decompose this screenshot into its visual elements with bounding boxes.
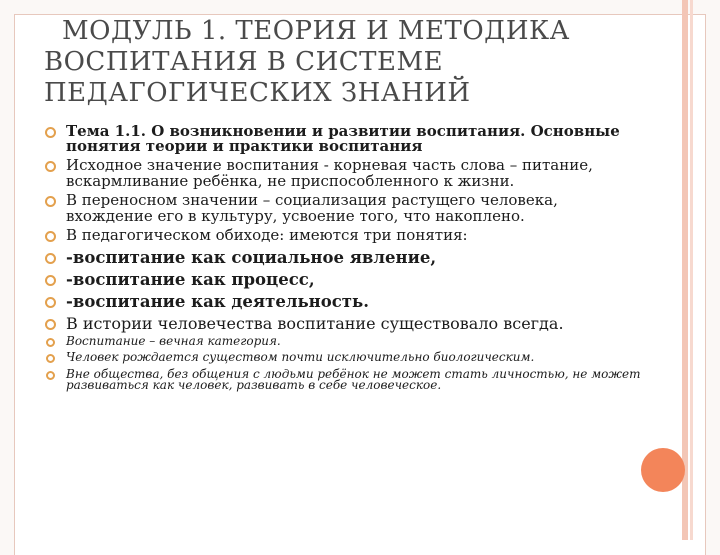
bullet-circle-icon <box>45 319 56 330</box>
bullet-circle-icon <box>45 297 56 308</box>
list-item: Воспитание – вечная категория. <box>42 336 642 348</box>
title-line-1: МОДУЛЬ 1. ТЕОРИЯ И МЕТОДИКА <box>62 16 570 46</box>
bullet-list <box>42 124 642 397</box>
bullet-circle-icon <box>46 371 55 380</box>
decorative-bar <box>682 0 688 540</box>
slide-title <box>44 16 664 109</box>
list-item: В истории человечества воспитание существовало всегда. <box>42 314 642 333</box>
bullet-circle-icon <box>46 338 55 347</box>
list-item: Тема 1.1. О возникновении и развитии воспитания. Основные понятия теории и практики воспитания <box>42 124 642 154</box>
decorative-bar-light <box>690 0 693 540</box>
bullet-circle-icon <box>45 275 56 286</box>
list-item: -воспитание как социальное явление, <box>42 248 642 267</box>
bullet-circle-icon <box>45 161 56 172</box>
bullet-circle-icon <box>45 253 56 264</box>
list-item: Исходное значение воспитания - корневая часть слова – питание, вскармливание ребёнка, не приспособленного к жизни. <box>42 158 642 189</box>
list-item: -воспитание как процесс, <box>42 270 642 289</box>
title-line-3: ПЕДАГОГИЧЕСКИХ ЗНАНИЙ <box>44 78 471 108</box>
bullet-circle-icon <box>46 354 55 363</box>
list-item: Вне общества, без общения с людьми ребёнок не может стать личностью, не может развиваться как человек, развивать в себе человеческое. <box>42 369 642 392</box>
title-line-2: ВОСПИТАНИЯ В СИСТЕМЕ <box>44 47 444 77</box>
bullet-circle-icon <box>45 127 56 138</box>
bullet-circle-icon <box>45 196 56 207</box>
list-item: -воспитание как деятельность. <box>42 292 642 311</box>
bullet-circle-icon <box>45 231 56 242</box>
list-item: В переносном значении – социализация растущего человека, вхождение его в культуру, усвоение того, что накоплено. <box>42 193 642 224</box>
list-item: Человек рождается существом почти исключительно биологическим. <box>42 352 642 364</box>
decorative-circle <box>641 448 685 492</box>
list-item: В педагогическом обиходе: имеются три понятия: <box>42 228 642 244</box>
